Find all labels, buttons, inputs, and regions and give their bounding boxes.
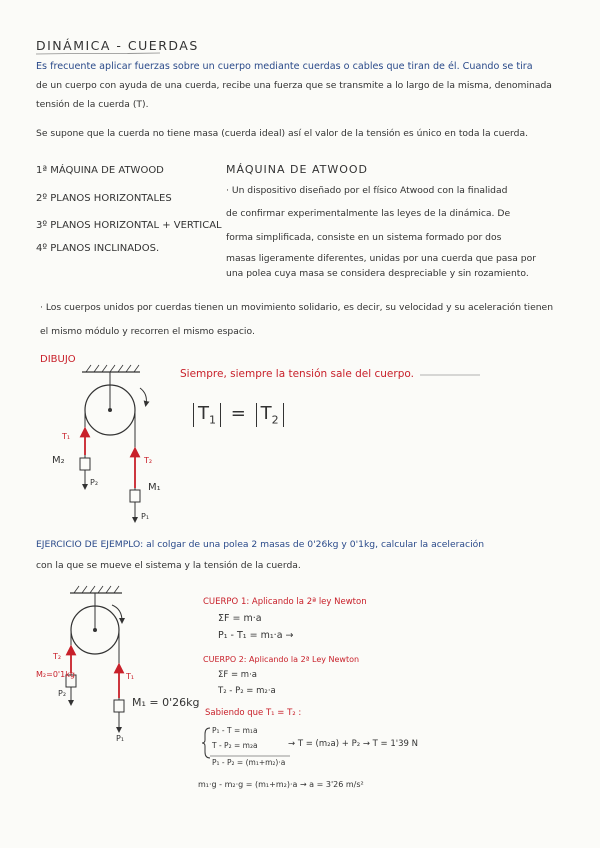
case-4: 4º PLANOS INCLINADOS. <box>36 243 160 254</box>
drawing-label: DIBUJO <box>40 354 76 365</box>
intro-line-3: tensión de la cuerda (T). <box>36 99 149 110</box>
atwood-line-1: · Un dispositivo diseñado por el físico Atwood con la finalidad <box>226 185 508 196</box>
atwood-heading: MÁQUINA DE ATWOOD <box>226 163 368 176</box>
atwood-line-4: masas ligeramente diferentes, unidas por una cuerda que pasa por <box>226 253 537 264</box>
intro-line-4: Se supone que la cuerda no tiene masa (cuerda ideal) así el valor de la tensión es único en toda la cuerda. <box>36 128 529 139</box>
d1-m2-label: M₂ <box>52 455 65 466</box>
c1-eq2: P₁ - T₁ = m₁·a → <box>218 630 294 641</box>
c2-eq2: T₂ - P₂ = m₂·a <box>218 686 276 696</box>
eq-equals: = <box>230 403 246 424</box>
c2-eq1: ΣF = m·a <box>218 670 257 680</box>
eq-left-t: T <box>198 403 209 424</box>
d1-m1-label: M₁ <box>148 482 161 493</box>
c1-heading: CUERPO 1: Aplicando la 2ª ley Newton <box>203 597 367 607</box>
d1-t2-label: T₂ <box>144 456 153 465</box>
d1-p2-label: P₂ <box>90 478 99 487</box>
d2-p2-label: P₂ <box>58 689 67 698</box>
d2-t1-label: T₁ <box>126 672 135 681</box>
intro-line-2: de un cuerpo con ayuda de una cuerda, recibe una fuerza que se transmite a lo largo de la misma, denominada <box>36 80 552 91</box>
d1-t1-label: T₁ <box>62 432 71 441</box>
sum-line: P₁ - P₂ = (m₁+m₂)·a <box>212 758 286 767</box>
eq-right-sub: 2 <box>271 413 279 427</box>
d2-m2-label: M₂=0'1kg <box>36 670 75 679</box>
atwood-line-2: de confirmar experimentalmente las leyes de la dinámica. De <box>226 208 511 219</box>
intro-line-1: Es frecuente aplicar fuerzas sobre un cuerpo mediante cuerdas o cables que tiran de él. Cuando se tira <box>36 61 533 72</box>
eq-right-t: T <box>260 403 272 424</box>
case-2: 2º PLANOS HORIZONTALES <box>36 193 172 204</box>
exercise-line-1: EJERCICIO DE EJEMPLO: al colgar de una polea 2 masas de 0'26kg y 0'1kg, calcular la aceleración <box>36 539 485 550</box>
d2-p1-label: P₁ <box>116 734 125 743</box>
page-title: DINÁMICA - CUERDAS <box>36 38 199 53</box>
knowing-line: Sabiendo que T₁ = T₂ : <box>205 708 302 718</box>
final-line: m₁·g - m₂·g = (m₁+m₂)·a → a = 3'26 m/s² <box>198 780 364 789</box>
tension-result: → T = (m₂a) + P₂ → T = 1'39 N <box>288 739 418 749</box>
exercise-line-2: con la que se mueve el sistema y la tensión de la cuerda. <box>36 560 301 571</box>
case-3: 3º PLANOS HORIZONTAL + VERTICAL <box>36 220 222 231</box>
d1-p1-label: P₁ <box>141 512 150 521</box>
d2-m1-label: M₁ = 0'26kg <box>132 696 200 709</box>
d2-t2-label: T₂ <box>53 652 62 661</box>
eq-left-sub: 1 <box>209 413 216 427</box>
case-1: 1ª MÁQUINA DE ATWOOD <box>36 165 164 176</box>
c2-heading: CUERPO 2: Aplicando la 2ª Ley Newton <box>203 655 360 664</box>
atwood-line-5: una polea cuya masa se considera despreciable y sin rozamiento. <box>226 268 529 279</box>
c1-eq1: ΣF = m·a <box>218 613 262 624</box>
solidarity-line-2: el mismo módulo y recorren el mismo espacio. <box>40 326 255 337</box>
solidarity-line-1: · Los cuerpos unidos por cuerdas tienen un movimiento solidario, es decir, su velocidad y su aceleración tienen <box>40 302 554 313</box>
system-eq-2: T - P₂ = m₂a <box>212 741 258 750</box>
system-eq-1: P₁ - T = m₁a <box>212 726 258 735</box>
tension-note: Siempre, siempre la tensión sale del cuerpo. <box>180 368 414 380</box>
atwood-line-3: forma simplificada, consiste en un sistema formado por dos <box>226 232 502 243</box>
